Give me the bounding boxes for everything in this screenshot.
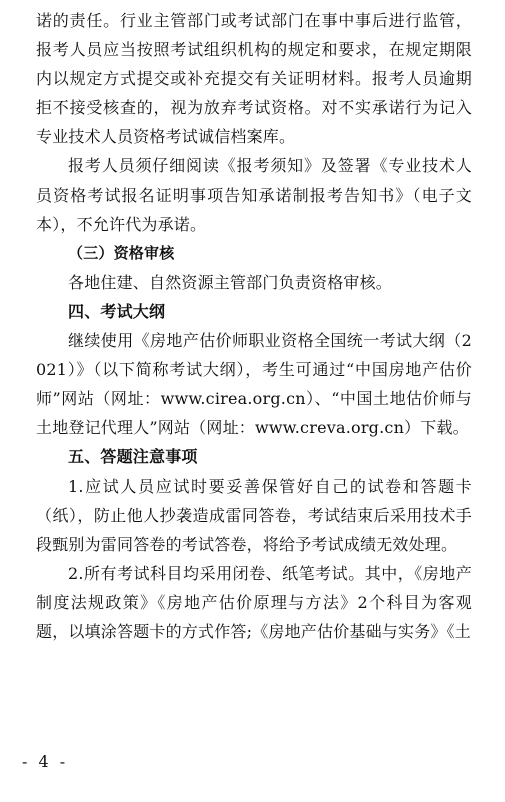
paragraph-note-1: 1.应试人员应试时要妥善保管好自己的试卷和答题卡（纸），防止他人抄袭造成雷同答卷，考试结束后采用技术手段甄别为雷同答卷的考试答卷，将给予考试成绩无效处理。 (36, 476, 472, 554)
section-heading-qualification-review: （三）资格审核 (68, 243, 175, 262)
section-heading-answering-notes: 五、答题注意事项 (68, 447, 198, 467)
paragraph-commitment-responsibility: 诺的责任。行业主管部门或考试部门在事中事后进行监管，报考人员应当按照考试组织机构的规定和要求，在规定期限内以规定方式提交或补充提交有关证明材料。报考人员逾期拒不接受核查的，视为放弃考试资格。对不实承诺行为记入专业技术人员资格考试诚信档案库。 (36, 11, 472, 147)
paragraph-read-notice: 报考人员须仔细阅读《报考须知》及签署《专业技术人员资格考试报名证明事项告知承诺制报考告知书》（电子文本），不允许代为承诺。 (36, 156, 472, 234)
paragraph-qualification-review: 各地住建、自然资源主管部门负责资格审核。 (68, 272, 393, 292)
section-heading-exam-outline: 四、考试大纲 (68, 301, 166, 321)
paragraph-note-2: 2.所有考试科目均采用闭卷、纸笔考试。其中，《房地产制度法规政策》《房地产估价原理与方法》2个科目为客观题，以填涂答题卡的方式作答;《房地产估价基础与实务》《土 (36, 563, 472, 641)
page-number: - 4 - (22, 752, 69, 771)
paragraph-exam-outline: 继续使用《房地产估价师职业资格全国统一考试大纲（2021）》（以下简称考试大纲），考生可通过“中国房地产估价师”网站（网址：www.cirea.org.cn）、“中国土地估价师与土地登记代理人”网站（网址：www.creva.org.cn）下载。 (36, 331, 472, 438)
document-body (36, 6, 472, 646)
